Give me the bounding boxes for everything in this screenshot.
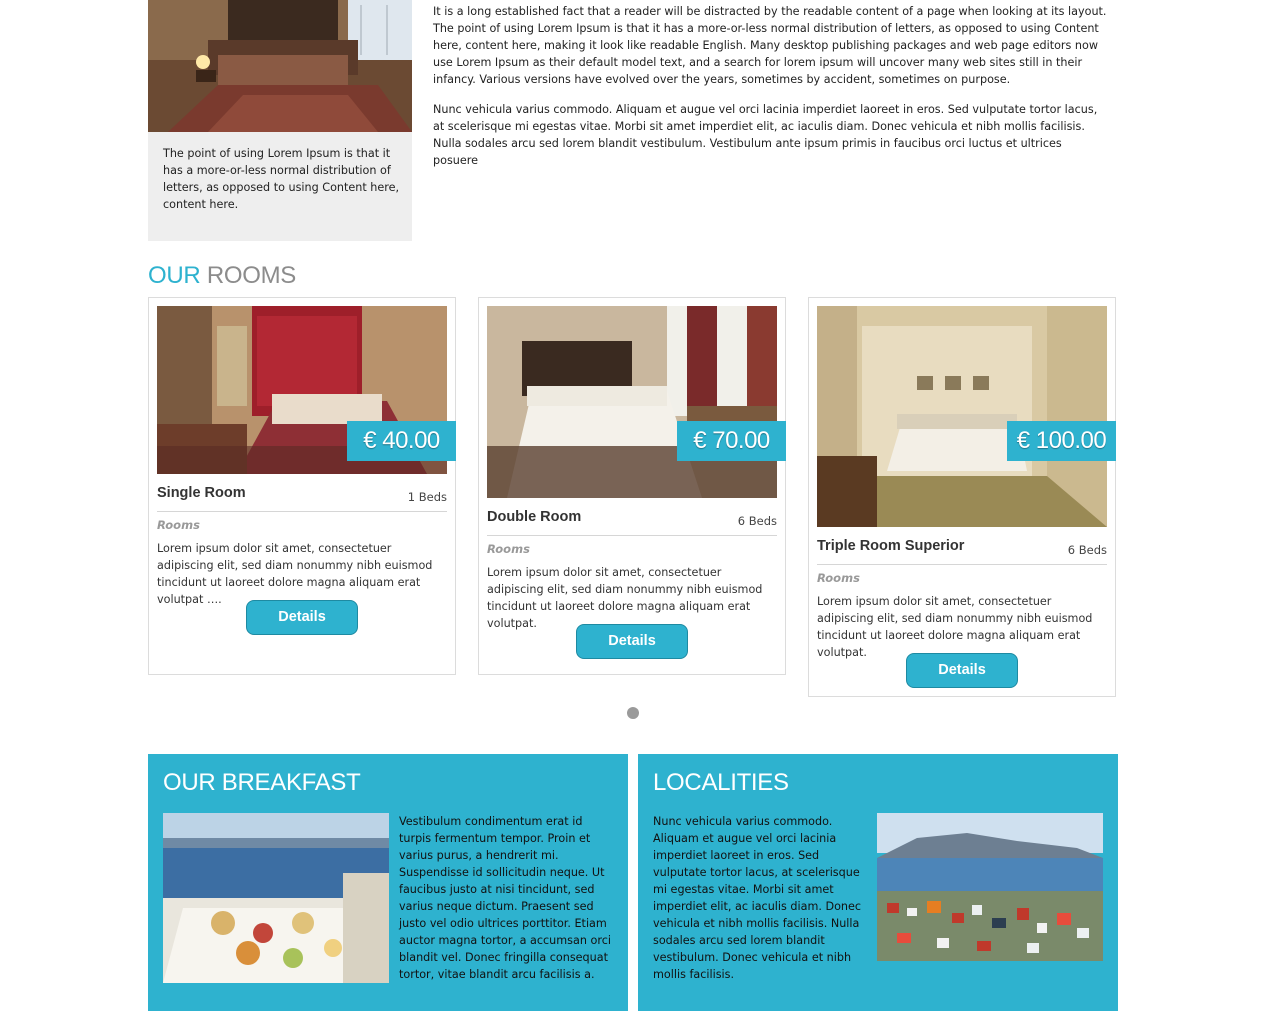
section-title-rest: ROOMS [206, 262, 296, 289]
room-price-badge: € 100.00 [1007, 421, 1116, 461]
intro-paragraph: It is a long established fact that a reader will be distracted by the readable content of a page when looking at its layout. The point of using Lorem Ipsum is that it has a more-or-less normal distribution of letters, as opposed to using Content here, content here, making it look like readable English. Many desktop publishing packages and web page editors now use Lorem Ipsum as their default model text, and a search for lorem ipsum will uncover many web sites still in their infancy. Various versions have evolved over the years, sometimes by accident, sometimes on purpose. [433, 5, 1107, 86]
panel-text: Vestibulum condimentum erat id turpis fermentum tempor. Proin et varius purus, a hendrerit mi. Suspendisse id sollicitudin neque. Ut faucibus justo at nisi tincidunt, sed varius neque dictum. Praesent sed justo vel odio ultrices porttitor. Etiam auctor magna tortor, a accumsan orci blandit vel. Donec fringilla consequat tortor, vitae blandit arcu facilisis a. [399, 815, 611, 981]
intro-paragraph: Nunc vehicula varius commodo. Aliquam et augue vel orci lacinia imperdiet laoreet in eros. Sed vulputate tortor lacus, at scelerisque mi egestas vitae. Morbi sit amet imperdiet elit, ac iaculis diam. Donec vehicula et nibh mollis facilisis. Nulla sodales arcu sed lorem blandit vestibulum. Vestibulum ante ipsum primis in faucibus orci luctus et ultrices posuere [433, 103, 1098, 167]
city-photo [877, 813, 1103, 961]
localities-panel [638, 754, 1118, 1011]
breakfast-panel [148, 754, 628, 1011]
panel-text: Nunc vehicula varius commodo. Aliquam et augue vel orci lacinia imperdiet laoreet in eros. Sed vulputate tortor lacus, at scelerisque mi egestas vitae. Morbi sit amet imperdiet elit, ac iaculis diam. Donec vehicula et nibh mollis facilisis. Nulla sodales arcu sed lorem blandit vestibulum. Donec vehicula et nibh mollis facilisis. [653, 815, 862, 981]
room-category: Rooms [487, 542, 530, 556]
room-category: Rooms [157, 518, 200, 532]
details-button[interactable]: Details [906, 653, 1018, 688]
room-description: Lorem ipsum dolor sit amet, consectetuer adipiscing elit, sed diam nonummy nibh euismod tincidunt ut laoreet dolore magna aliquam erat volutpat …. [157, 542, 433, 606]
room-description: Lorem ipsum dolor sit amet, consectetuer adipiscing elit, sed diam nonummy nibh euismod tincidunt ut laoreet dolore magna aliquam erat volutpat. [487, 566, 763, 630]
details-button[interactable]: Details [246, 600, 358, 635]
room-photo [487, 306, 777, 498]
room-beds: 1 Beds [407, 490, 447, 504]
details-button[interactable]: Details [576, 624, 688, 659]
panel-title: OUR BREAKFAST [163, 769, 361, 796]
section-title-accent: OUR [148, 262, 201, 289]
room-name: Single Room [157, 485, 246, 501]
room-price-badge: € 40.00 [347, 421, 456, 461]
intro-text [433, 3, 1109, 169]
room-card-single [148, 297, 456, 675]
room-price-badge: € 70.00 [677, 421, 786, 461]
room-name: Double Room [487, 509, 582, 525]
room-name: Triple Room Superior [817, 538, 965, 554]
breakfast-photo [163, 813, 389, 983]
intro-card [148, 0, 412, 241]
intro-caption: The point of using Lorem Ipsum is that it has a more-or-less normal distribution of letters, as opposed to using Content here, content here. [163, 147, 400, 211]
panel-title: LOCALITIES [653, 769, 789, 796]
section-title-rooms [148, 262, 296, 290]
divider [487, 535, 777, 536]
room-card-triple-superior [808, 297, 1116, 697]
carousel-pager-dot[interactable] [627, 707, 639, 719]
room-beds: 6 Beds [1067, 543, 1107, 557]
bedroom-photo [148, 0, 412, 132]
room-photo [817, 306, 1107, 527]
room-card-double [478, 297, 786, 675]
divider [157, 511, 447, 512]
room-beds: 6 Beds [737, 514, 777, 528]
divider [817, 564, 1107, 565]
room-description: Lorem ipsum dolor sit amet, consectetuer adipiscing elit, sed diam nonummy nibh euismod tincidunt ut laoreet dolore magna aliquam erat volutpat. [817, 595, 1093, 659]
room-category: Rooms [817, 571, 860, 585]
